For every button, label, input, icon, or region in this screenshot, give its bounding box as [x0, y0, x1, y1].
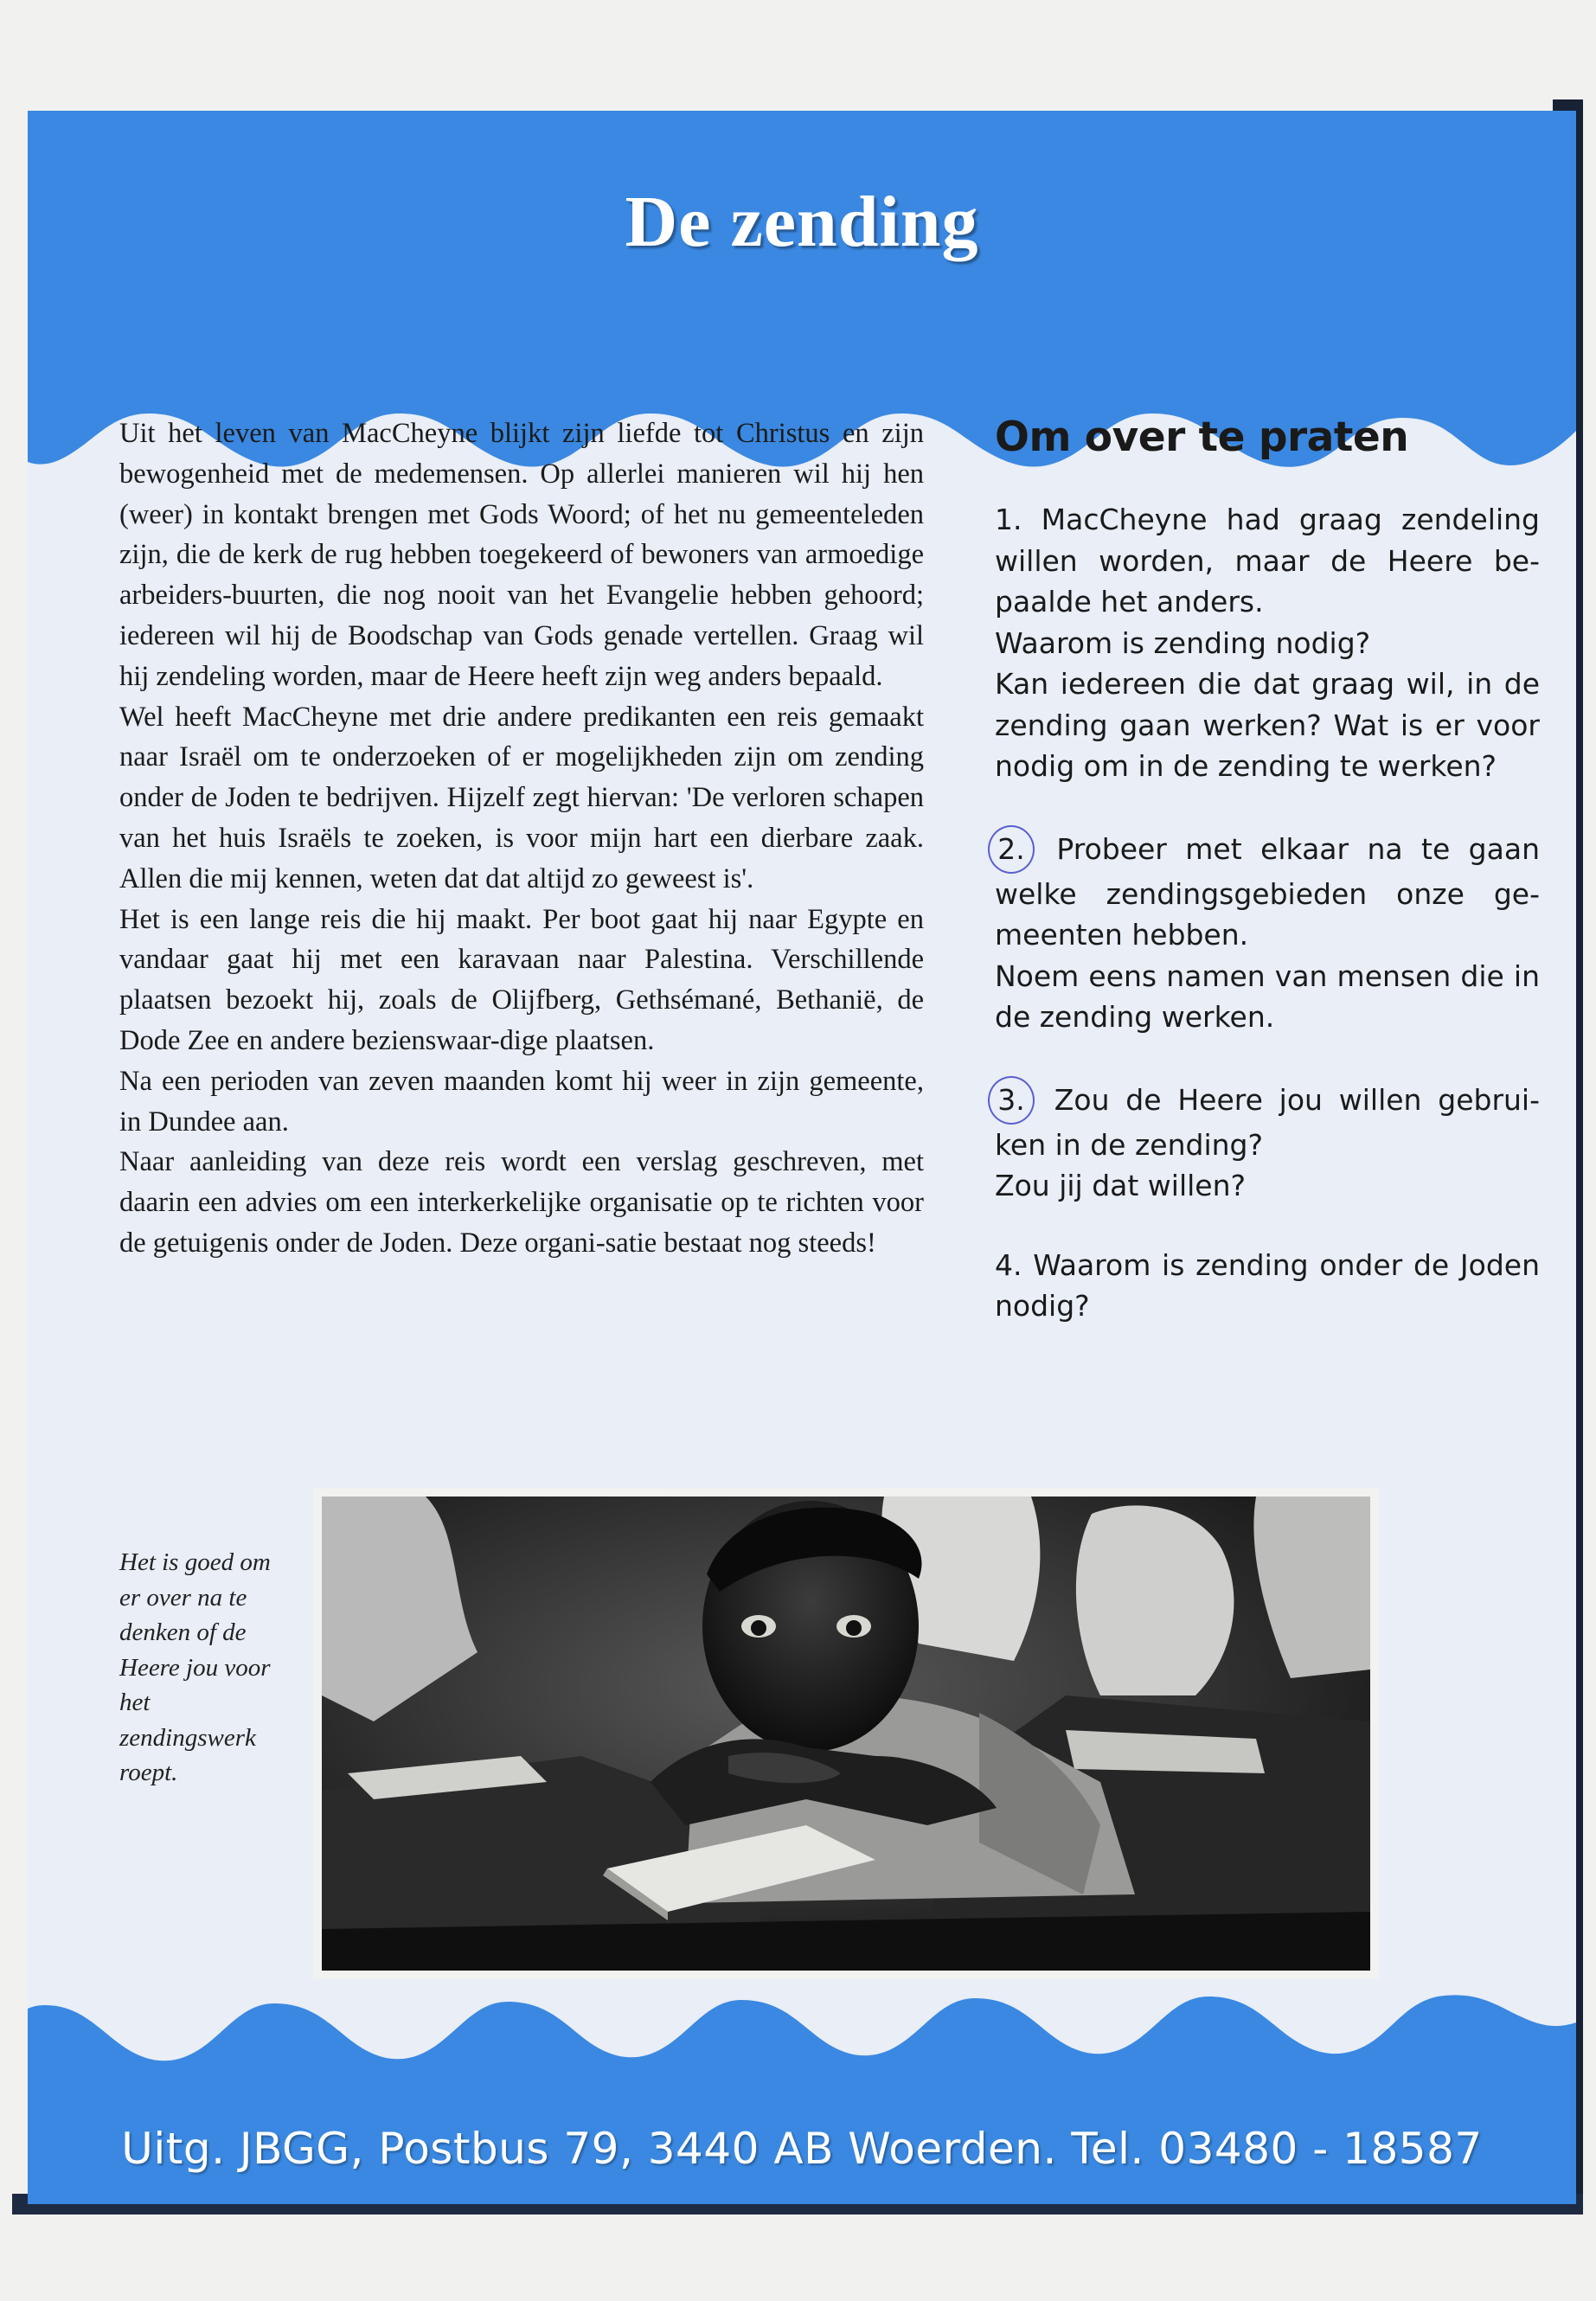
photo-frame [313, 1488, 1379, 1979]
student-photo [322, 1497, 1370, 1971]
question-1 [995, 499, 1540, 787]
question-text: Zou de Heere jou willen gebrui-ken in de zending? [995, 1082, 1540, 1162]
photo-caption: Het is goed om er over na te denken of de Heere jou voor het zendingswerk roept. [119, 1548, 271, 1786]
article-paragraph: Uit het leven van MacCheyne blijkt zijn liefde tot Christus en zijn bewogenheid met de medemensen. Op allerlei manieren wil hij hen (weer) in kontakt brengen met Gods Woord; of het nu gemeenteleden zijn, die de kerk de rug hebben toegekeerd of bewoners van armoedige arbeiders-buurten, die nog nooit van het Evangelie hebben gehoord; iedereen wil hij de Boodschap van Gods genade vertellen. Graag wil hij zendeling worden, maar de Heere heeft zijn weg anders bepaald. [119, 418, 924, 692]
discussion-section [995, 413, 1540, 1365]
article-body [119, 413, 924, 1264]
footer-wave [28, 1988, 1576, 2096]
article-paragraph: Wel heeft MacCheyne met drie andere predikanten een reis gemaakt naar Israël om te onderzoeken of er mogelijkheden zijn om zending onder de Joden te bedrijven. Hijzelf zegt hiervan: 'De verloren schapen van het huis Israëls te zoeken, is voor mijn hart een dierbare zaak. Allen die mij kennen, weten dat dat altijd zo geweest is'. [119, 701, 924, 894]
discussion-heading: Om over te praten [995, 413, 1409, 461]
page-title: De zending [625, 182, 979, 262]
question-text: Waarom is zending nodig? [995, 625, 1371, 660]
question-text: Waarom is zending onder de Joden nodig? [995, 1247, 1540, 1323]
question-2 [995, 825, 1540, 1038]
circled-number: 2. [988, 825, 1035, 874]
circled-number: 3. [988, 1076, 1035, 1125]
article-paragraph: Het is een lange reis die hij maakt. Per boot gaat hij naar Egypte en vandaar gaat hij met een karavaan naar Palestina. Verschillende plaatsen bezoekt hij, zoals de Olijfberg, Gethsémané, Bethanië, de Dode Zee en andere bezienswaar-dige plaatsen. [119, 903, 924, 1056]
question-3 [995, 1076, 1540, 1207]
question-number: 1. [995, 503, 1022, 536]
question-text: MacCheyne had graag zendeling willen worden, maar de Heere be-paalde het anders. [995, 503, 1540, 619]
question-4 [995, 1245, 1540, 1327]
article-paragraph: Naar aanleiding van deze reis wordt een verslag geschreven, met daarin een advies om een interkerkelijke organisatie op te richten voor de getuigenis onder de Joden. Deze organi-satie bestaat nog steeds! [119, 1146, 924, 1259]
question-text: Probeer met elkaar na te gaan welke zendingsgebieden onze ge-meenten hebben. [995, 831, 1540, 952]
question-text: Kan iedereen die dat graag wil, in de zending gaan werken? Wat is er voor nodig om in de zending te werken? [995, 667, 1540, 783]
question-text: Noem eens namen van mensen die in de zending werken. [995, 958, 1540, 1034]
question-number: 4. [995, 1247, 1022, 1282]
article-paragraph: Na een perioden van zeven maanden komt hij weer in zijn gemeente, in Dundee aan. [119, 1065, 924, 1138]
publisher-footer: Uitg. JBGG, Postbus 79, 3440 AB Woerden. Tel. 03480 - 18587 [121, 2124, 1483, 2174]
page [28, 111, 1576, 2204]
question-text: Zou jij dat willen? [995, 1169, 1247, 1202]
